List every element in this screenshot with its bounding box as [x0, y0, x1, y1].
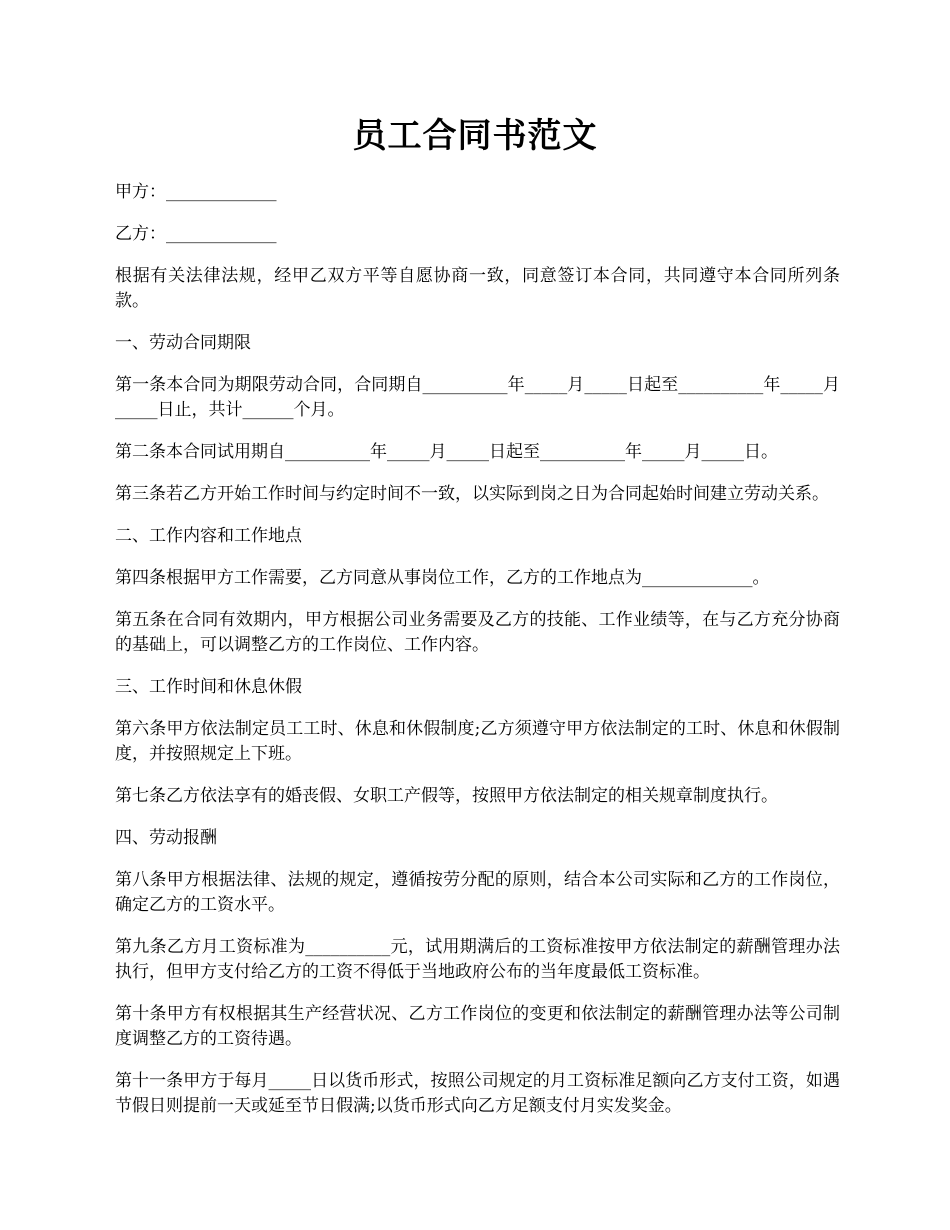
document-title: 员工合同书范文 [352, 116, 598, 156]
article-paragraph: 第五条在合同有效期内，甲方根据公司业务需要及乙方的技能、工作业绩等，在与乙方充分协商的基础上，可以调整乙方的工作岗位、工作内容。 [115, 610, 840, 655]
article-paragraph: 第十一条甲方于每月_____日以货币形式，按照公司规定的月工资标准足额向乙方支付工资，如遇节假日则提前一天或延至节日假满;以货币形式向乙方足额支付月实发奖金。 [115, 1071, 840, 1116]
article-paragraph: 第八条甲方根据法律、法规的规定，遵循按劳分配的原则，结合本公司实际和乙方的工作岗位，确定乙方的工资水平。 [115, 870, 840, 915]
article-paragraph: 第六条甲方依法制定员工工时、休息和休假制度;乙方须遵守甲方依法制定的工时、休息和休假制度，并按照规定上下班。 [115, 719, 840, 764]
party-b-line: 乙方：_____________ [115, 224, 277, 244]
article-paragraph: 第三条若乙方开始工作时间与约定时间不一致，以实际到岗之日为合同起始时间建立劳动关系。 [115, 484, 829, 504]
article-paragraph: 第十条甲方有权根据其生产经营状况、乙方工作岗位的变更和依法制定的薪酬管理办法等公司制度调整乙方的工资待遇。 [115, 1004, 840, 1049]
section-heading: 三、工作时间和休息休假 [115, 677, 302, 697]
article-paragraph: 第四条根据甲方工作需要，乙方同意从事岗位工作，乙方的工作地点为_____________。 [115, 568, 770, 588]
section-heading: 二、工作内容和工作地点 [115, 526, 302, 546]
preamble-paragraph: 根据有关法律法规，经甲乙双方平等自愿协商一致，同意签订本合同，共同遵守本合同所列条款。 [115, 266, 840, 311]
party-a-line: 甲方：_____________ [115, 182, 277, 202]
article-paragraph: 第七条乙方依法享有的婚丧假、女职工产假等，按照甲方依法制定的相关规章制度执行。 [115, 786, 778, 806]
document-body [115, 180, 840, 1136]
section-heading: 四、劳动报酬 [115, 828, 217, 848]
section-heading: 一、劳动合同期限 [115, 333, 251, 353]
article-paragraph: 第二条本合同试用期自__________年_____月_____日起至__________年_____月_____日。 [115, 442, 778, 462]
article-paragraph: 第九条乙方月工资标准为__________元，试用期满后的工资标准按甲方依法制定的薪酬管理办法执行，但甲方支付给乙方的工资不得低于当地政府公布的当年度最低工资标准。 [115, 937, 840, 982]
article-paragraph: 第一条本合同为期限劳动合同，合同期自__________年_____月_____日起至__________年_____月_____日止，共计______个月。 [115, 375, 840, 420]
